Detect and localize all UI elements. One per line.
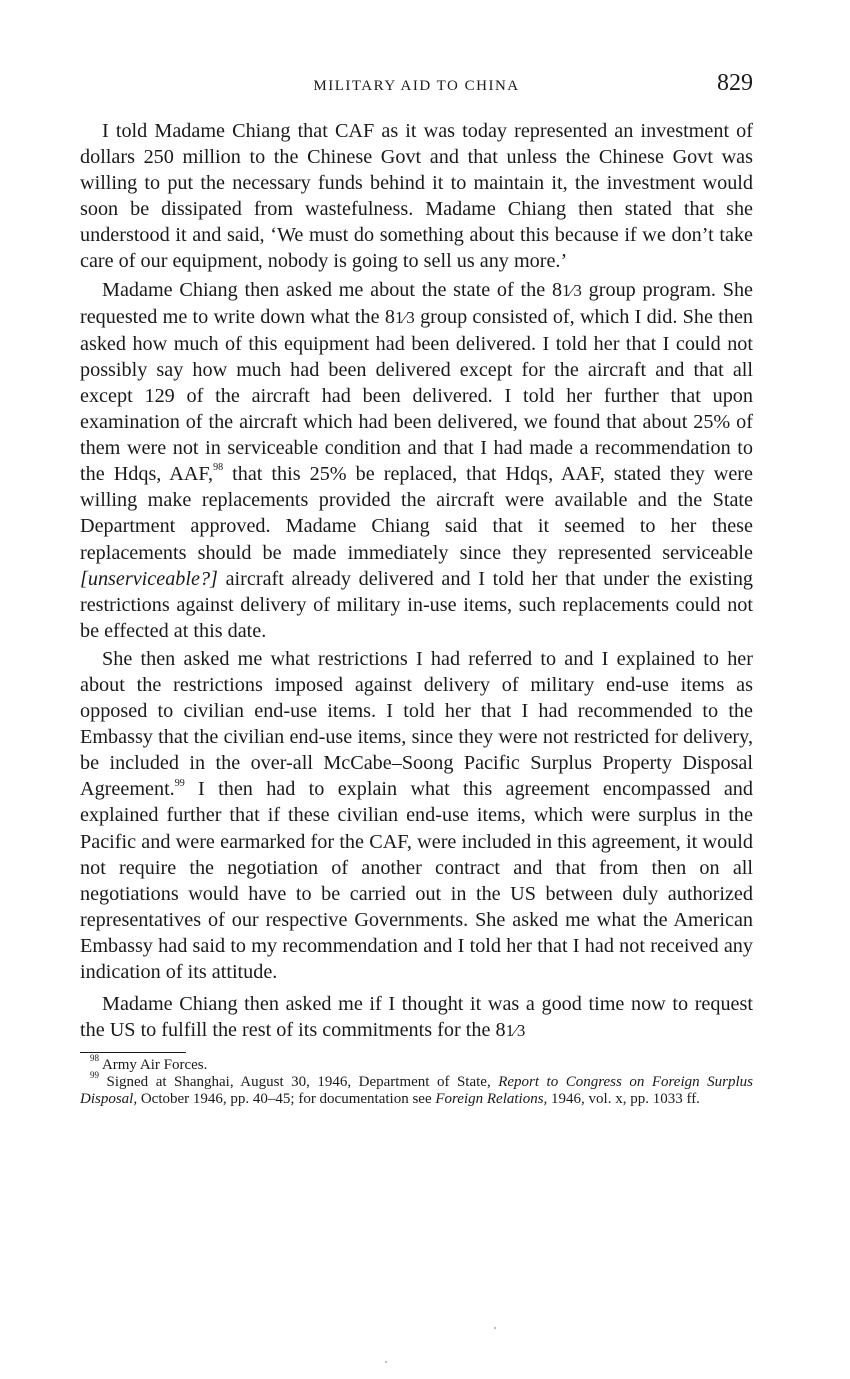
footnote-ref-98: 98 [213,462,224,474]
paragraph-2-part5: aircraft already delivered and I told her that under the existing restrictions against delivery of military in-use items, such replacements could not be effected at this date. [80,567,753,642]
fraction-one-third: 1⁄3 [394,307,415,327]
paragraph-2-part2: group program. She requested me to write down what the 8 [80,278,753,328]
footnote-99-italic-title: Report to Congress on Foreign Surplus Disposal, [80,1074,753,1108]
paragraph-1 [80,118,753,275]
footnote-99-part3: 1946, vol. x, pp. 1033 ff. [547,1091,700,1108]
footnote-number: 99 [90,1070,99,1081]
footnote-99 [80,1070,753,1108]
document-page [80,70,753,1108]
body-text [80,118,753,1044]
paragraph-2-part3: group consisted of, which I did. She then asked how much of this equipment had been delivered. I told her that I could not possibly say how much had been delivered except for the aircraft and that all except 129 of the aircraft had been delivered. I told her further that upon examination of the aircraft which had been delivered, we found that about 25% of them were not in serviceable condition and that I had made a recommendation to the Hdqs, AAF, [80,305,753,486]
fraction-one-third: 1⁄3 [562,280,582,300]
footnote-number: 98 [90,1053,99,1064]
footnote-98 [80,1053,753,1074]
paragraph-4 [80,991,753,1044]
paragraph-1-text: I told Madame Chiang that CAF as it was today represented an investment of dollars 250 million to the Chinese Govt and that unless the Chinese Govt was willing to put the necessary funds behind it to maintain it, the investment would soon be dissipated from wastefulness. Madame Chiang then stated that she understood it and said, ‘We must do something about this because if we don’t take care of our equipment, nobody is going to sell us any more.’ [80,120,753,273]
paragraph-3 [80,646,753,985]
footnotes [80,1053,753,1108]
footnote-99-part1: Signed at Shanghai, August 30, 1946, Department of State, [106,1074,499,1091]
running-header [80,70,753,104]
paragraph-2 [80,277,753,644]
paragraph-2-part4: that this 25% be replaced, that Hdqs, AAF, stated they were willing make replacements provided the aircraft were available and the State Department approved. Madame Chiang said that it seemed to her these replacements should be made immediately since they represented serviceable [80,463,753,564]
page-number: 829 [717,70,753,96]
paragraph-2-part1: Madame Chiang then asked me about the state of the 8 [102,278,563,301]
footnote-99-italic-series: Foreign Relations, [435,1091,548,1108]
paragraph-4-part1: Madame Chiang then asked me if I thought it was a good time now to request the US to fulfill the rest of its commitments for the 8 [80,993,753,1042]
editorial-bracket-note: [unserviceable?] [80,567,218,590]
paragraph-3-part2: I then had to explain what this agreement encompassed and explained further that if these civilian end-use items, which were surplus in the Pacific and were earmarked for the CAF, were included in this agreement, it would not require the negotiation of another contract and that from then on all negotiations would have to be carried out in the US between duly authorized representatives of our respective Governments. She asked me what the American Embassy had said to my recommendation and I told her that I had not received any indication of its attitude. [80,778,753,983]
fraction-one-third: 1⁄3 [505,1021,526,1041]
footnote-ref-99: 99 [174,777,185,789]
scan-speck [494,1327,496,1329]
footnote-98-text: Army Air Forces. [101,1057,208,1074]
running-title: MILITARY AID TO CHINA [313,78,520,94]
scan-speck [385,1361,387,1363]
paragraph-3-part1: She then asked me what restrictions I had referred to and I explained to her about the restrictions imposed against delivery of military end-use items as opposed to civilian end-use items. I told her that I had recommended to the Embassy that the civilian end-use items, since they were not restricted for delivery, be included in the over-all McCabe–Soong Pacific Surplus Property Disposal Agreement. [80,647,753,801]
footnote-99-part2: October 1946, pp. 40–45; for documentation see [137,1091,436,1108]
